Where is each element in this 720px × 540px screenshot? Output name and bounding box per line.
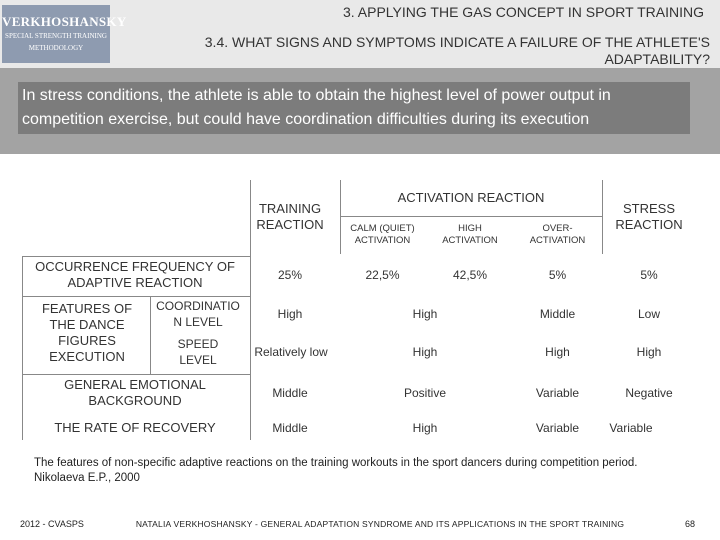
col-header-stress: STRESS REACTION [615,201,683,232]
row-label-occurrence: OCCURRENCE FREQUENCY OF ADAPTIVE REACTION [35,259,235,290]
table-divider [340,216,602,217]
footer-left: 2012 - CVASPS [20,519,84,529]
source-note: The features of non-specific adaptive reactions on the training workouts in the sport dancers during competition period. Nikolaeva E.P., 2000 [34,457,638,484]
cell-recovery-activation: High [412,421,438,435]
table-divider [22,374,250,375]
statement-text: In stress conditions, the athlete is able to obtain the highest level of power output in competition exercise, but could have coordination difficulties during its execution [18,82,690,134]
col-header-over: OVER-ACTIVATION [529,223,586,246]
cell-coordination-training: High [277,307,303,321]
cell-recovery-over: Variable [535,421,580,435]
cell-occurrence-over: 5% [548,268,567,282]
cell-recovery-training: Middle [272,421,308,435]
table-divider [22,296,250,297]
row-label-emotional: GENERAL EMOTIONAL BACKGROUND [64,377,206,408]
table-divider [22,256,23,440]
col-header-calm: CALM (QUIET) ACTIVATION [350,223,415,246]
col-header-training: TRAINING REACTION [256,201,324,232]
cell-speed-activation: High [412,345,438,359]
cell-recovery-stress: Variable [609,421,653,435]
cell-occurrence-calm: 22,5% [365,268,400,282]
col-header-activation: ACTIVATION REACTION [397,190,545,205]
page-number: 68 [685,519,696,529]
row-group-label-features: FEATURES OF THE DANCE FIGURES EXECUTION [41,301,133,364]
cell-speed-stress: High [636,345,662,359]
cell-occurrence-stress: 5% [640,268,658,282]
cell-speed-over: High [545,345,570,359]
cell-emotional-stress: Negative [625,386,673,400]
cell-coordination-over: Middle [539,307,576,321]
slide-header [0,0,720,68]
table-divider [150,296,151,374]
footer-center: NATALIA VERKHOSHANSKY - GENERAL ADAPTATION SYNDROME AND ITS APPLICATIONS IN THE SPORT TRAINING [135,519,625,529]
cell-emotional-training: Middle [272,386,308,400]
table-divider [602,180,603,254]
cell-coordination-activation: High [412,307,438,321]
cell-coordination-stress: Low [637,307,660,321]
verkhoshansky-logo [2,5,127,63]
logo-subtitle-1: SPECIAL STRENGTH TRAINING [5,32,107,40]
cell-occurrence-high: 42,5% [452,268,488,282]
row-label-coordination: COORDINATIO N LEVEL [156,299,240,329]
cell-speed-training: Relatively low [254,345,328,359]
logo-subtitle-2: METHODOLOGY [28,44,84,52]
cell-emotional-over: Variable [535,386,580,400]
row-label-recovery: THE RATE OF RECOVERY [54,420,216,435]
slide-title: 3.4. WHAT SIGNS AND SYMPTOMS INDICATE A FAILURE OF THE ATHLETE'S ADAPTABILITY? [204,34,710,67]
table-divider [22,256,250,257]
col-header-high: HIGH ACTIVATION [442,223,498,246]
logo-title: VERKHOSHANSKY [2,14,127,29]
cell-emotional-activation: Positive [403,386,447,400]
section-title: 3. APPLYING THE GAS CONCEPT IN SPORT TRAINING [343,4,704,20]
cell-occurrence-training: 25% [277,268,303,282]
row-label-speed: SPEED LEVEL [177,337,219,367]
